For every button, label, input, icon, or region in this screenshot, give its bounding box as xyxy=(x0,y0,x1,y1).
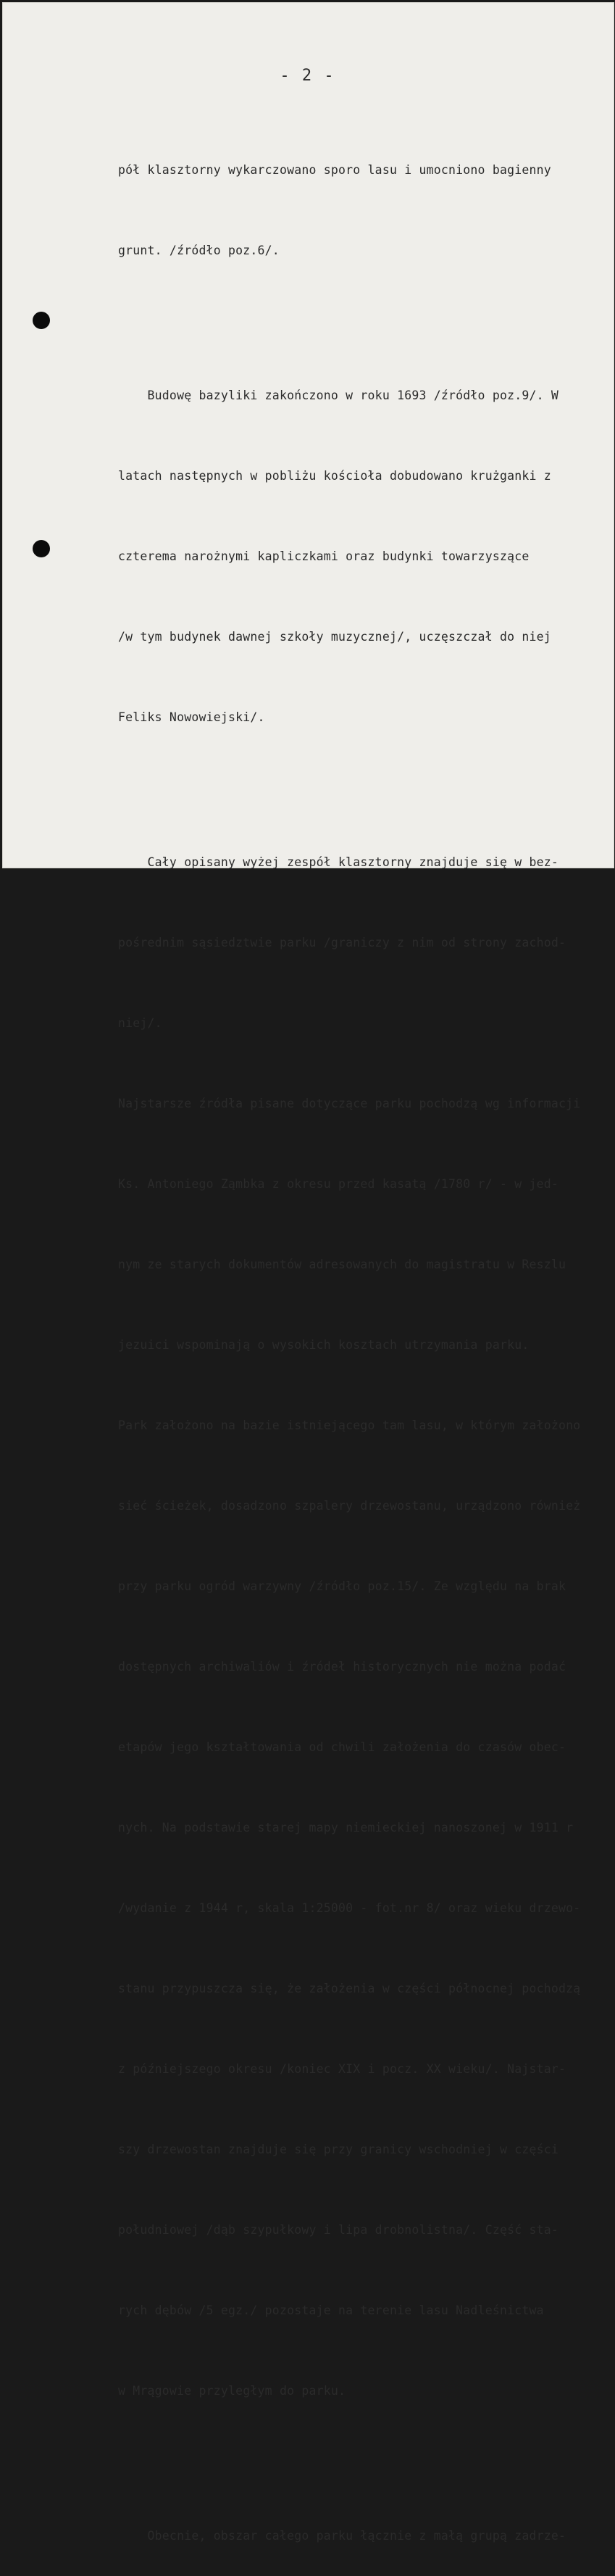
text-line: szy drzewostan znajduje się przy granicy wschodniej w części xyxy=(118,2143,559,2156)
text-line: południowej /dąb szypułkowy i lipa drobnolistna/. Część sta- xyxy=(118,2223,559,2237)
text-line: /wydanie z 1944 r, skala 1:25000 - fot.nr 8/ oraz wieku drzewo- xyxy=(118,1901,581,1915)
text-line: dostępnych archiwaliów i źródeł historycznych nie można podać xyxy=(118,1660,566,1674)
text-line: w Mrągowie przyległym do parku. xyxy=(118,2384,346,2398)
text-line: rych dębów /5 egz./ pozostaje na terenie lasu Nadleśnictwa xyxy=(118,2303,544,2317)
text-line: pół klasztorny wykarczowano sporo lasu i umocniono bagienny xyxy=(118,163,551,177)
text-line: przy parku ogród warzywny /źródło poz.15/. Ze względu na brak xyxy=(118,1579,566,1593)
punch-hole-bottom xyxy=(33,540,50,557)
text-line: nych. Na podstawie starej mapy niemieckiej nanoszonej w 1911 r xyxy=(118,1821,574,1835)
text-line: stanu przypuszcza się, że założenia w części północnej pochodzą xyxy=(118,1982,581,1995)
text-line: /w tym budynek dawnej szkoły muzycznej/, uczęszczał do niej xyxy=(118,630,551,644)
text-line: latach następnych w pobliżu kościoła dobudowano krużganki z xyxy=(118,469,551,483)
text-line: Budowę bazyliki zakończono w roku 1693 /źródło poz.9/. W xyxy=(118,389,559,402)
text-line: czterema narożnymi kapliczkami oraz budynki towarzyszące xyxy=(118,549,530,563)
text-line: z późniejszego okresu /koniec XIX i pocz. XX wieku/. Najstar- xyxy=(118,2062,566,2076)
text-line: Najstarsze źródła pisane dotyczące parku pochodzą wg informacji xyxy=(118,1097,581,1110)
text-line: Ks. Antoniego Ząmbka z okresu przed kasatą /1780 r/ - w jed- xyxy=(118,1177,559,1191)
text-line: pośrednim sąsiedztwie parku /graniczy z nim od strony zachod- xyxy=(118,936,566,950)
text-line: sieć ścieżek, dosadzono szpalery drzewostanu, urządzono również xyxy=(118,1499,581,1513)
document-body xyxy=(118,103,603,2576)
text-line: grunt. /źródło poz.6/. xyxy=(118,244,280,257)
text-line: Obecnie, obszar całego parku łącznie z małą grupą zadrze- xyxy=(118,2529,566,2543)
page-number: - 2 - xyxy=(280,67,335,85)
text-line: Cały opisany wyżej zespół klasztorny znajduje się w bez- xyxy=(118,855,559,869)
text-line: jezuici wspominają o wysokich kosztach utrzymania parku. xyxy=(118,1338,530,1352)
text-line: Park założono na bazie istniejącego tam lasu, w którym założono xyxy=(118,1418,581,1432)
punch-hole-top xyxy=(33,312,50,329)
text-line: etapów jego kształtowania od chwili założenia do czasów obec- xyxy=(118,1740,566,1754)
text-line: nym ze starych dokumentów adresowanych do magistratu w Reszlu xyxy=(118,1258,566,1271)
text-line: Feliks Nowowiejski/. xyxy=(118,710,265,724)
text-line: niej/. xyxy=(118,1016,162,1030)
